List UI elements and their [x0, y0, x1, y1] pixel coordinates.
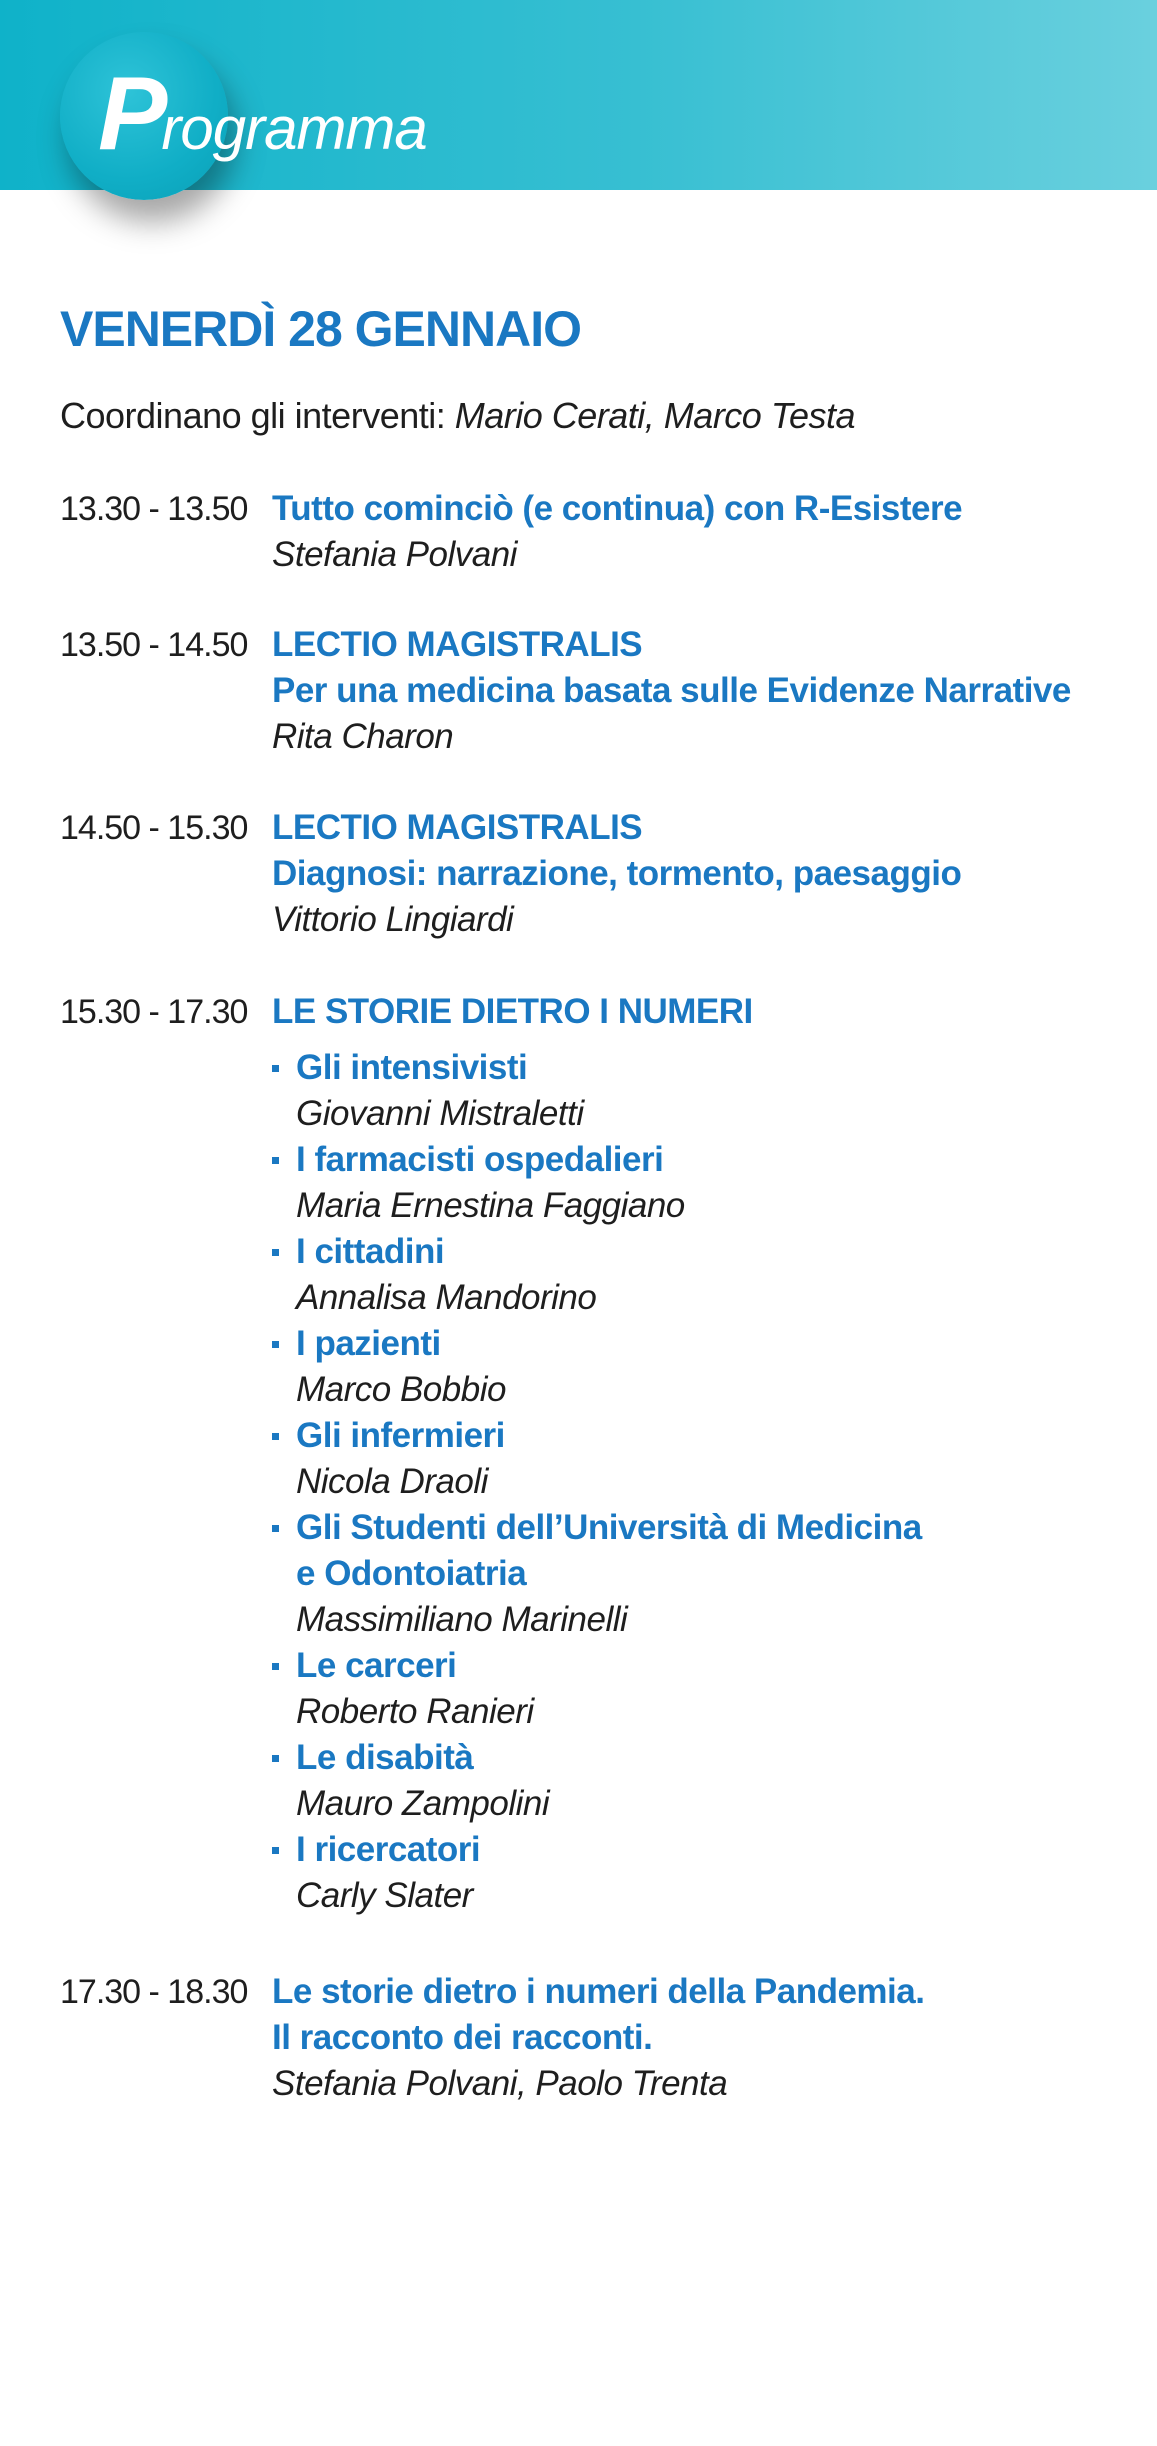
session-time: 14.50 - 15.30 [60, 809, 248, 847]
sub-session-list [272, 1045, 1132, 1919]
sub-session-speaker: Massimiliano Marinelli [296, 1600, 628, 1639]
sub-session-speaker: Roberto Ranieri [296, 1692, 534, 1731]
bullet-icon [272, 1065, 279, 1072]
session-title: LE STORIE DIETRO I NUMERI [272, 992, 753, 1031]
session-speaker: Vittorio Lingiardi [272, 900, 514, 939]
sub-session-title: Le disabità [296, 1738, 474, 1777]
sub-session-title: Gli infermieri [296, 1416, 505, 1455]
day-heading: VENERDÌ 28 GENNAIO [60, 301, 582, 357]
list-item [272, 1229, 1132, 1321]
session-block [272, 1969, 1132, 2107]
sub-session-title: I pazienti [296, 1324, 441, 1363]
session-title: Diagnosi: narrazione, tormento, paesaggio [272, 854, 962, 893]
session-speaker: Rita Charon [272, 717, 454, 756]
page-title-rest: rogramma [161, 95, 427, 162]
session-speaker: Stefania Polvani, Paolo Trenta [272, 2064, 728, 2103]
session-block [272, 989, 1132, 1919]
session-speaker: Stefania Polvani [272, 535, 517, 574]
sub-session-speaker: Maria Ernestina Faggiano [296, 1186, 685, 1225]
list-item [272, 1413, 1132, 1505]
session-title: LECTIO MAGISTRALIS [272, 625, 643, 664]
list-item [272, 1137, 1132, 1229]
session-title: Il racconto dei racconti. [272, 2018, 653, 2057]
bullet-icon [272, 1341, 279, 1348]
sub-session-title: Gli Studenti dell’Università di Medicina [296, 1508, 922, 1547]
list-item [272, 1045, 1132, 1137]
sub-session-title: I farmacisti ospedalieri [296, 1140, 664, 1179]
session-title: Per una medicina basata sulle Evidenze Narrative [272, 671, 1071, 710]
bullet-icon [272, 1755, 279, 1762]
session-time: 13.30 - 13.50 [60, 490, 248, 528]
bullet-icon [272, 1249, 279, 1256]
sub-session-title: I cittadini [296, 1232, 445, 1271]
sub-session-title: Le carceri [296, 1646, 457, 1685]
bullet-icon [272, 1847, 279, 1854]
list-item [272, 1827, 1132, 1919]
session-time: 13.50 - 14.50 [60, 626, 248, 664]
sub-session-speaker: Marco Bobbio [296, 1370, 506, 1409]
session-block [272, 486, 1132, 578]
bullet-icon [272, 1525, 279, 1532]
sub-session-speaker: Carly Slater [296, 1876, 473, 1915]
sub-session-speaker: Giovanni Mistraletti [296, 1094, 584, 1133]
session-block [272, 622, 1132, 760]
coordinators-line [60, 395, 855, 437]
sub-session-title: I ricercatori [296, 1830, 481, 1869]
list-item [272, 1643, 1132, 1735]
bullet-icon [272, 1157, 279, 1164]
sub-session-title: e Odontoiatria [296, 1554, 527, 1593]
bullet-icon [272, 1433, 279, 1440]
list-item [272, 1505, 1132, 1643]
list-item [272, 1321, 1132, 1413]
sub-session-title: Gli intensivisti [296, 1048, 528, 1087]
page-title [98, 56, 427, 172]
sub-session-speaker: Mauro Zampolini [296, 1784, 550, 1823]
session-time: 15.30 - 17.30 [60, 993, 248, 1031]
coordinators-names: Mario Cerati, Marco Testa [454, 395, 856, 436]
sub-session-speaker: Annalisa Mandorino [296, 1278, 597, 1317]
session-title: Le storie dietro i numeri della Pandemia. [272, 1972, 925, 2011]
session-title: LECTIO MAGISTRALIS [272, 808, 643, 847]
page-title-initial: P [98, 56, 168, 172]
bullet-icon [272, 1663, 279, 1670]
session-title: Tutto cominciò (e continua) con R-Esistere [272, 489, 963, 528]
sub-session-speaker: Nicola Draoli [296, 1462, 488, 1501]
session-time: 17.30 - 18.30 [60, 1973, 248, 2011]
list-item [272, 1735, 1132, 1827]
session-block [272, 805, 1132, 943]
coordinators-label: Coordinano gli interventi: [60, 395, 446, 436]
